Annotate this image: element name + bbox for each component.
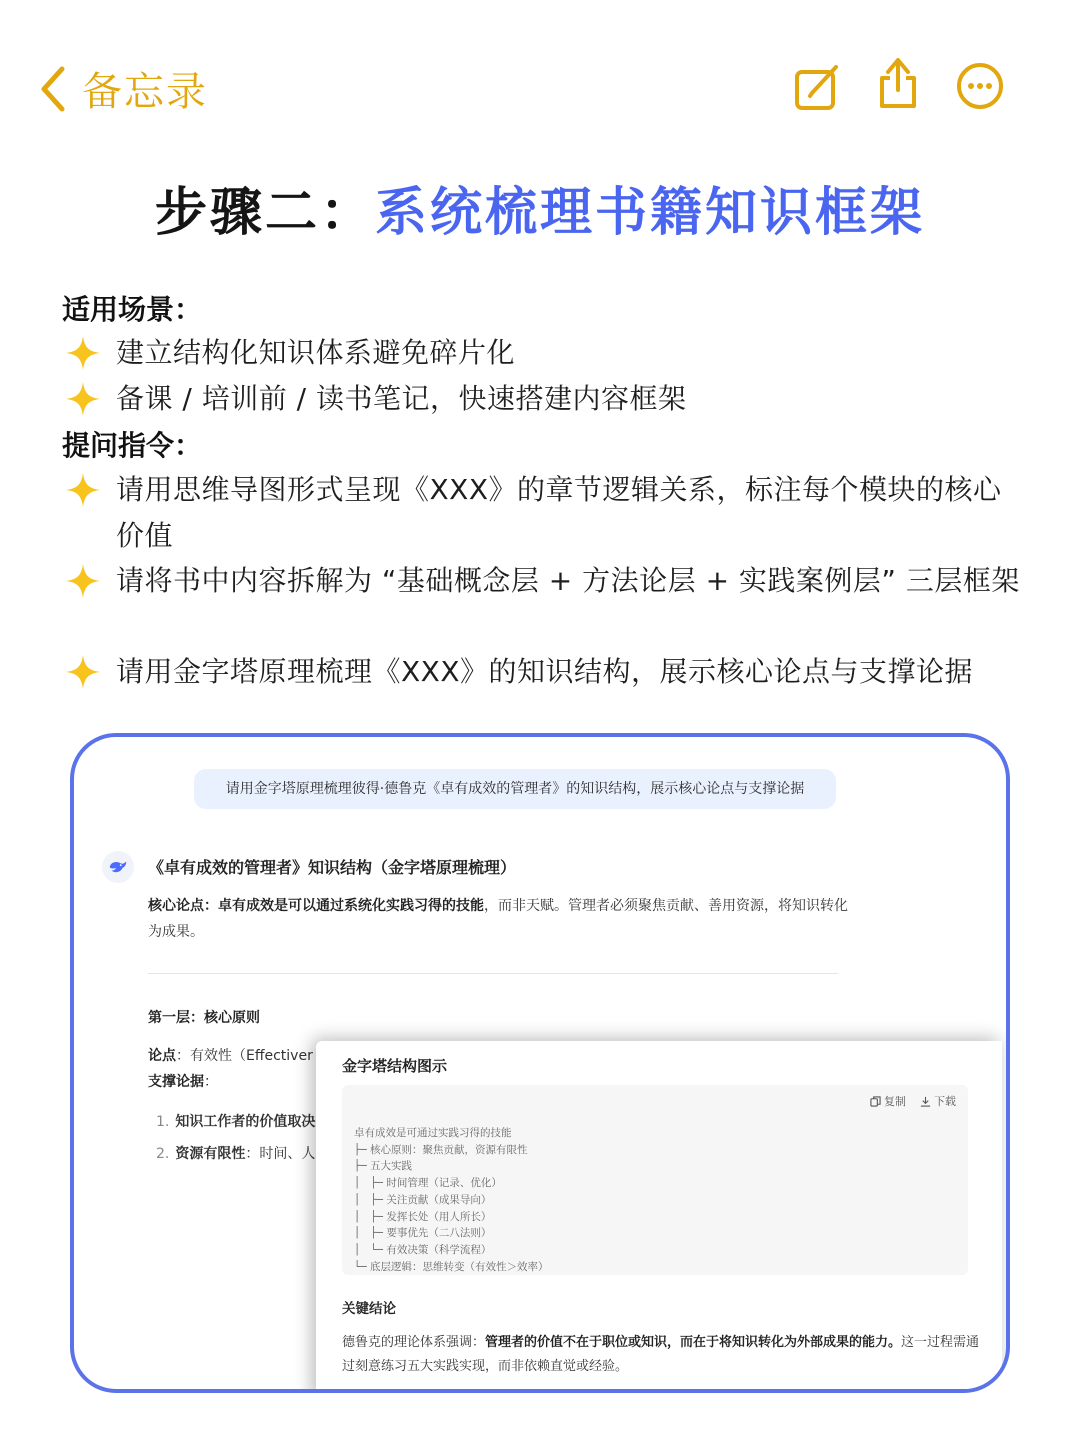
page-title xyxy=(0,170,1080,245)
conclusion-prefix: 德鲁克的理论体系强调： xyxy=(342,1335,486,1350)
list-rest: ：时间、人 xyxy=(245,1146,316,1162)
tree-line: ├─ 核心原则：聚焦贡献，资源有限性 xyxy=(354,1143,528,1156)
divider xyxy=(148,973,838,974)
response-title: 《卓有成效的管理者》知识结构（金字塔原理梳理） xyxy=(148,858,517,877)
list-bold: 知识工作者的价值取决 xyxy=(175,1114,316,1130)
whale-logo-icon xyxy=(107,856,129,878)
argument-line xyxy=(148,1045,313,1065)
tree-line: │ ├─ 发挥长处（用人所长） xyxy=(354,1210,492,1223)
list-item xyxy=(62,649,1022,695)
code-actions xyxy=(870,1093,956,1109)
download-icon xyxy=(920,1096,931,1107)
core-argument xyxy=(148,893,848,945)
arg-text: ：有效性（Effectiver xyxy=(176,1048,313,1064)
list-number: 2. xyxy=(156,1146,170,1162)
arg-label: 论点 xyxy=(148,1048,176,1064)
scenario-item-1: 建立结构化知识体系避免碎片化 xyxy=(116,336,516,369)
copy-icon xyxy=(870,1096,881,1107)
scenario-heading: 适用场景： xyxy=(62,293,203,326)
list-item xyxy=(62,558,1022,604)
conclusion-heading: 关键结论 xyxy=(342,1301,396,1317)
core-bold: 卓有成效是可以通过系统化实践习得的技能 xyxy=(218,898,484,914)
top-nav xyxy=(0,0,1080,170)
tree-line: │ ├─ 要事优先（二八法则） xyxy=(354,1227,492,1240)
tree-line: │ ├─ 时间管理（记录、优化） xyxy=(354,1177,502,1190)
sparkle-icon xyxy=(64,471,102,509)
more-icon[interactable] xyxy=(954,58,1006,114)
tree-line: ├─ 五大实践 xyxy=(354,1160,412,1173)
list-bold: 资源有限性 xyxy=(175,1146,246,1162)
sparkle-icon xyxy=(64,380,102,418)
prompts-heading: 提问指令： xyxy=(62,429,203,462)
panel-title: 金字塔结构图示 xyxy=(342,1057,448,1075)
code-block xyxy=(342,1085,968,1275)
download-button[interactable] xyxy=(920,1093,956,1109)
list-item xyxy=(62,330,1022,376)
tree-line: └─ 底层逻辑：思维转变（有效性＞效率） xyxy=(354,1260,549,1273)
tree-line: │ ├─ 关注贡献（成果导向） xyxy=(354,1193,492,1206)
support-heading xyxy=(148,1071,218,1091)
title-highlight: 系统梳理书籍知识框架 xyxy=(375,183,926,243)
title-prefix: 步骤二： xyxy=(154,183,375,243)
core-label: 核心论点： xyxy=(148,898,218,914)
pyramid-diagram-panel xyxy=(316,1041,1002,1393)
chevron-left-icon xyxy=(38,65,68,113)
share-icon[interactable] xyxy=(872,54,924,110)
conclusion-rest: 这一过程需通过刻意练习五大实践实现，而非依赖直觉或经验。 xyxy=(342,1335,980,1374)
list-item xyxy=(156,1111,315,1131)
support-colon: ： xyxy=(204,1074,218,1090)
list-item xyxy=(62,467,1022,559)
list-item xyxy=(62,376,1022,422)
chat-screenshot-card xyxy=(70,733,1010,1393)
list-number: 1. xyxy=(156,1114,170,1130)
sparkle-icon xyxy=(64,562,102,600)
prompt-item-3: 请用金字塔原理梳理《XXX》的知识结构，展示核心论点与支撑论据 xyxy=(116,655,974,688)
tree-line: 卓有成效是可通过实践习得的技能 xyxy=(354,1127,512,1139)
back-label: 备忘录 xyxy=(82,69,208,115)
conclusion-bold: 管理者的价值不在于职位或知识，而在于将知识转化为外部成果的能力。 xyxy=(485,1335,902,1350)
pyramid-tree xyxy=(354,1125,548,1275)
list-item xyxy=(156,1143,315,1163)
core-rest: ，而非天赋。管理者必须聚焦贡献、善用资源，将知识转化为成果。 xyxy=(148,898,848,940)
layer1-heading: 第一层：核心原则 xyxy=(148,1010,260,1026)
sparkle-icon xyxy=(64,334,102,372)
compose-icon[interactable] xyxy=(792,58,844,114)
support-label: 支撑论据 xyxy=(148,1074,204,1090)
prompt-item-1: 请用思维导图形式呈现《XXX》的章节逻辑关系，标注每个模块的核心价值 xyxy=(116,473,1002,552)
conclusion-text xyxy=(342,1331,982,1379)
scenario-item-2: 备课 / 培训前 / 读书笔记，快速搭建内容框架 xyxy=(116,382,687,415)
prompt-item-2: 请将书中内容拆解为 “基础概念层 + 方法论层 + 实践案例层” 三层框架 xyxy=(116,564,1020,597)
copy-button[interactable] xyxy=(870,1093,906,1109)
ai-avatar xyxy=(102,851,134,883)
back-button[interactable] xyxy=(38,60,208,117)
download-label: 下载 xyxy=(934,1095,956,1108)
user-prompt-bubble: 请用金字塔原理梳理彼得·德鲁克《卓有成效的管理者》的知识结构，展示核心论点与支撑论据 xyxy=(194,769,836,809)
tree-line: │ └─ 有效决策（科学流程） xyxy=(354,1243,492,1256)
copy-label: 复制 xyxy=(884,1095,906,1108)
sparkle-icon xyxy=(64,653,102,691)
